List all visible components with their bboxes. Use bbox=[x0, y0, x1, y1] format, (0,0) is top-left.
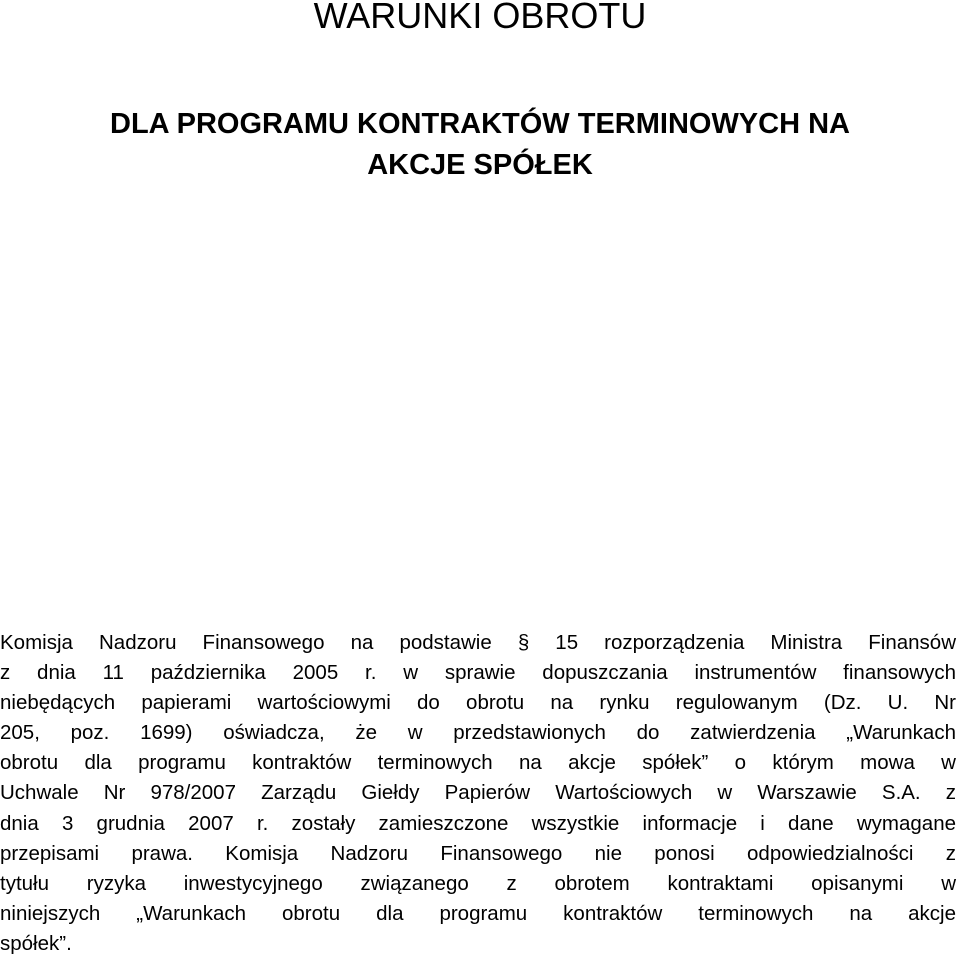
paragraph-line: niebędących papierami wartościowymi do obrotu na rynku regulowanym (Dz. U. Nr bbox=[0, 691, 956, 715]
paragraph-line: Uchwale Nr 978/2007 Zarządu Giełdy Papierów Wartościowych w Warszawie S.A. z bbox=[0, 781, 956, 805]
paragraph-line: spółek”. bbox=[0, 931, 72, 955]
subtitle-line: DLA PROGRAMU KONTRAKTÓW TERMINOWYCH NA bbox=[110, 108, 850, 140]
paragraph-line: Komisja Nadzoru Finansowego na podstawie § 15 rozporządzenia Ministra Finansów bbox=[0, 631, 956, 654]
document-subtitle bbox=[0, 104, 960, 186]
body-paragraph bbox=[0, 628, 956, 959]
paragraph-line: dnia 3 grudnia 2007 r. zostały zamieszczone wszystkie informacje i dane wymagane bbox=[0, 811, 956, 835]
paragraph-line: przepisami prawa. Komisja Nadzoru Finansowego nie ponosi odpowiedzialności z bbox=[0, 841, 956, 865]
paragraph-line: 205, poz. 1699) oświadcza, że w przedstawionych do zatwierdzenia „Warunkach bbox=[0, 721, 956, 745]
paragraph-line: tytułu ryzyka inwestycyjnego związanego z obrotem kontraktami opisanymi w bbox=[0, 871, 956, 895]
paragraph-line: z dnia 11 października 2005 r. w sprawie dopuszczania instrumentów finansowych bbox=[0, 661, 956, 685]
paragraph-line: obrotu dla programu kontraktów terminowych na akcje spółek” o którym mowa w bbox=[0, 751, 956, 775]
subtitle-line: AKCJE SPÓŁEK bbox=[367, 149, 593, 181]
paragraph-line: niniejszych „Warunkach obrotu dla programu kontraktów terminowych na akcje bbox=[0, 901, 956, 925]
document-title: WARUNKI OBROTU bbox=[313, 0, 647, 36]
